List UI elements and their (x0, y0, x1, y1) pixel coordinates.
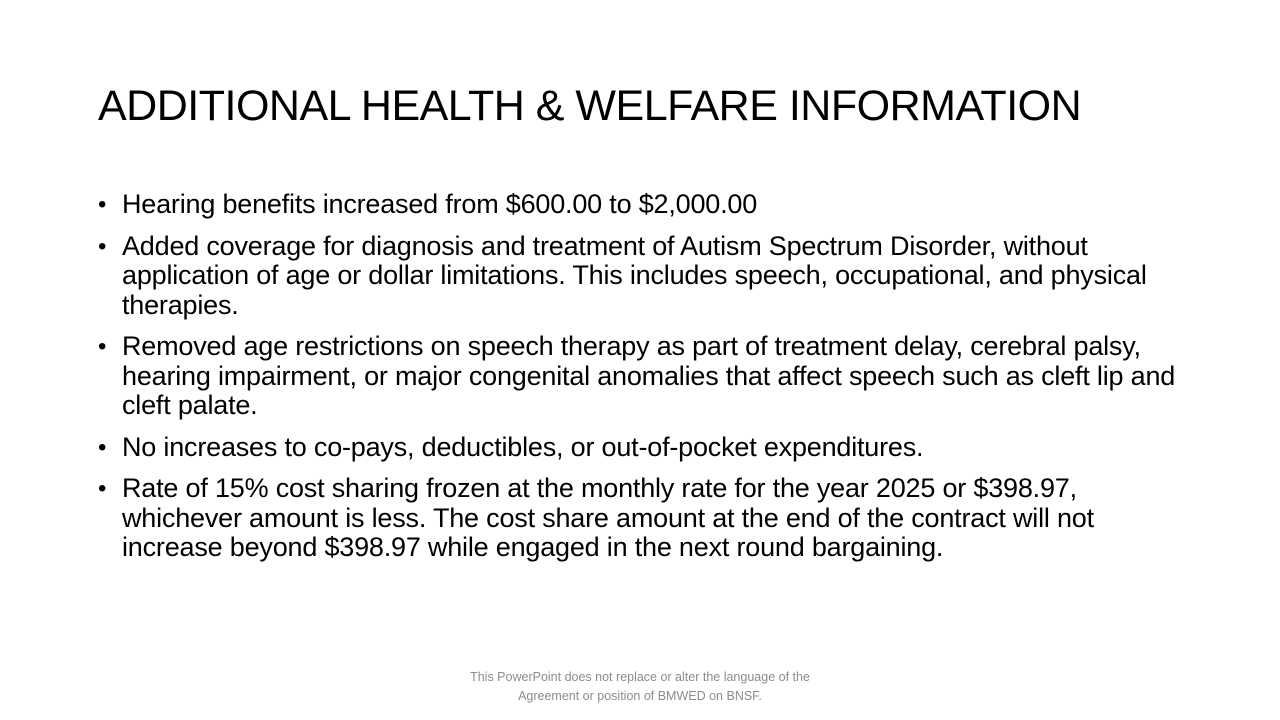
bullet-dot-icon: • (98, 333, 107, 360)
footer-line-1: This PowerPoint does not replace or alter the language of the (470, 670, 810, 684)
slide-title: ADDITIONAL HEALTH & WELFARE INFORMATION (98, 82, 1082, 130)
disclaimer-footer (390, 668, 890, 706)
bullet-item-copays (98, 433, 1188, 463)
bullet-dot-icon: • (98, 191, 107, 218)
footer-line-2: Agreement or position of BMWED on BNSF. (518, 689, 762, 703)
bullet-dot-icon: • (98, 433, 107, 461)
bullet-dot-icon: • (98, 475, 107, 502)
bullet-dot-icon: • (98, 232, 107, 260)
bullet-text: Rate of 15% cost sharing frozen at the monthly rate for the year 2025 or $398.97, whichever amount is less. The cost share amount at the end of the contract will not increase beyond $398.97 while engaged in the next round bargaining. (122, 473, 1094, 562)
bullet-text: Hearing benefits increased from $600.00 to $2,000.00 (122, 189, 758, 219)
bullet-text: No increases to co-pays, deductibles, or out-of-pocket expenditures. (122, 431, 924, 462)
bullet-item-autism (98, 232, 1188, 321)
bullet-text: Added coverage for diagnosis and treatment of Autism Spectrum Disorder, without application of age or dollar limitations. This includes speech, occupational, and physical therapies. (122, 230, 1147, 320)
bullet-text: Removed age restrictions on speech therapy as part of treatment delay, cerebral palsy, hearing impairment, or major congenital anomalies that affect speech such as cleft lip and cleft palate. (122, 331, 1176, 420)
bullet-item-speech-therapy (98, 332, 1188, 421)
bullet-item-cost-sharing (98, 474, 1188, 563)
bullet-item-hearing (98, 190, 1188, 220)
bullet-list (98, 190, 1188, 575)
